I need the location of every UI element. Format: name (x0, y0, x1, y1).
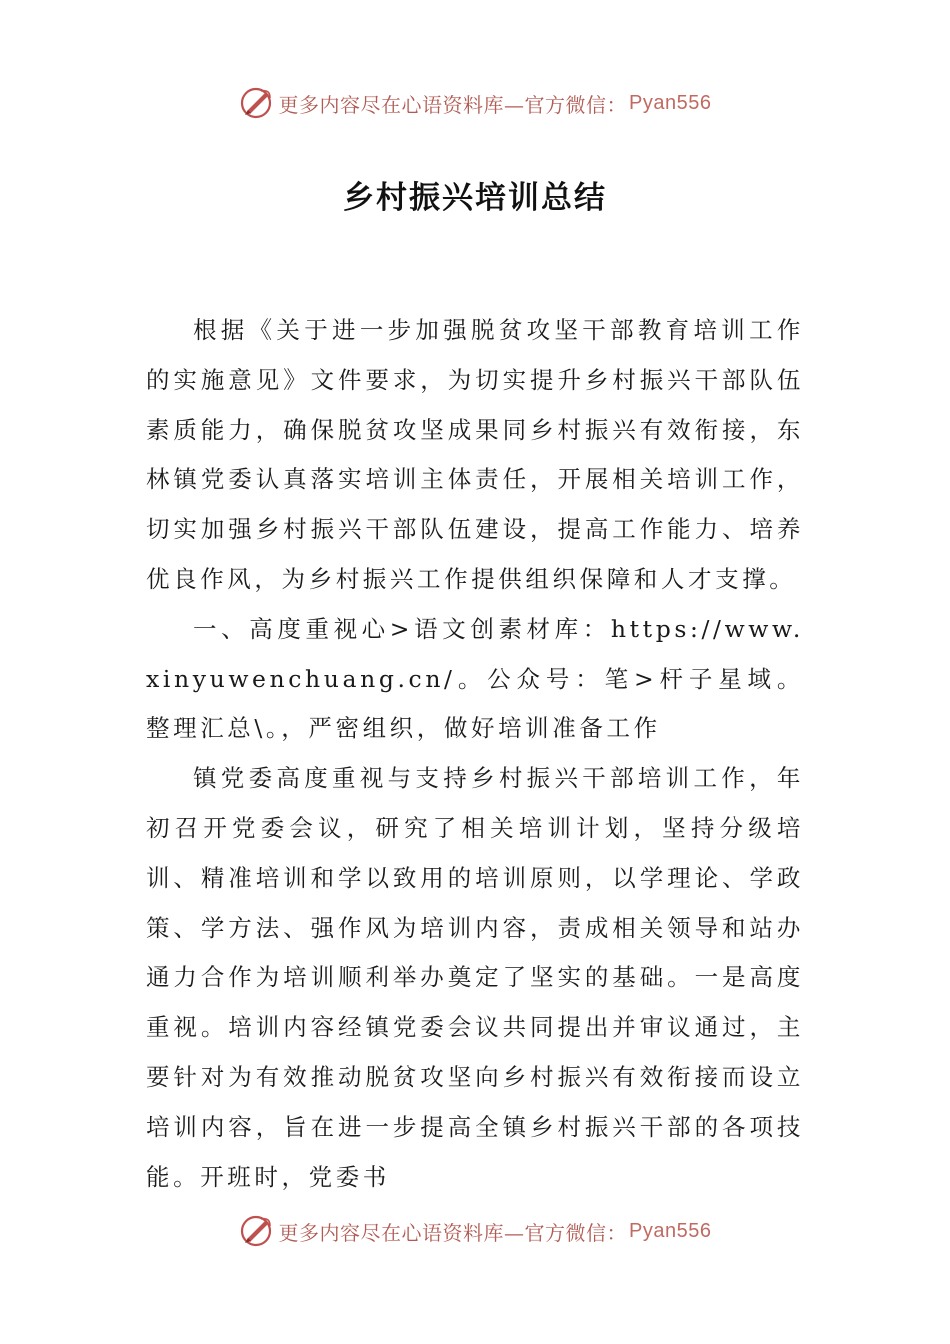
paragraph: 根据《关于进一步加强脱贫攻坚干部教育培训工作的实施意见》文件要求，为切实提升乡村振兴干部队伍素质能力，确保脱贫攻坚成果同乡村振兴有效衔接，东林镇党委认真落实培训主体责任，开展相关培训工作，切实加强乡村振兴干部队伍建设，提高工作能力、培养优良作风，为乡村振兴工作提供组织保障和人才支撑。 (146, 316, 804, 593)
document-title: 乡村振兴培训总结 (343, 180, 607, 216)
banner-brand-text: 更多内容尽在心语资料库—官方微信： (278, 1220, 628, 1245)
footer-banner (0, 1208, 950, 1254)
paragraph: 镇党委高度重视与支持乡村振兴干部培训工作，年初召开党委会议，研究了相关培训计划，坚持分级培训、精准培训和学以致用的培训原则，以学理论、学政策、学方法、强作风为培训内容，责成相关领导和站办通力合作为培训顺利举办奠定了坚实的基础。一是高度重视。培训内容经镇党委会议共同提出并审议通过，主要针对为有效推动脱贫攻坚向乡村振兴有效衔接而设立培训内容，旨在进一步提高全镇乡村振兴干部的各项技能。开班时，党委书 (146, 764, 804, 1191)
quill-pen-logo-icon (239, 1213, 275, 1249)
quill-pen-logo-icon (239, 85, 275, 121)
banner-account-text: Pyan556 (629, 91, 712, 114)
banner-brand-text: 更多内容尽在心语资料库—官方微信： (278, 92, 628, 117)
header-banner (0, 80, 950, 126)
document-body (146, 306, 804, 1202)
banner-account-text: Pyan556 (629, 1219, 712, 1242)
paragraph: 一、高度重视心>语文创素材库：https://www.xinyuwenchuang.cn/。公众号：笔>杆子星域。整理汇总\。，严密组织，做好培训准备工作 (146, 614, 804, 743)
